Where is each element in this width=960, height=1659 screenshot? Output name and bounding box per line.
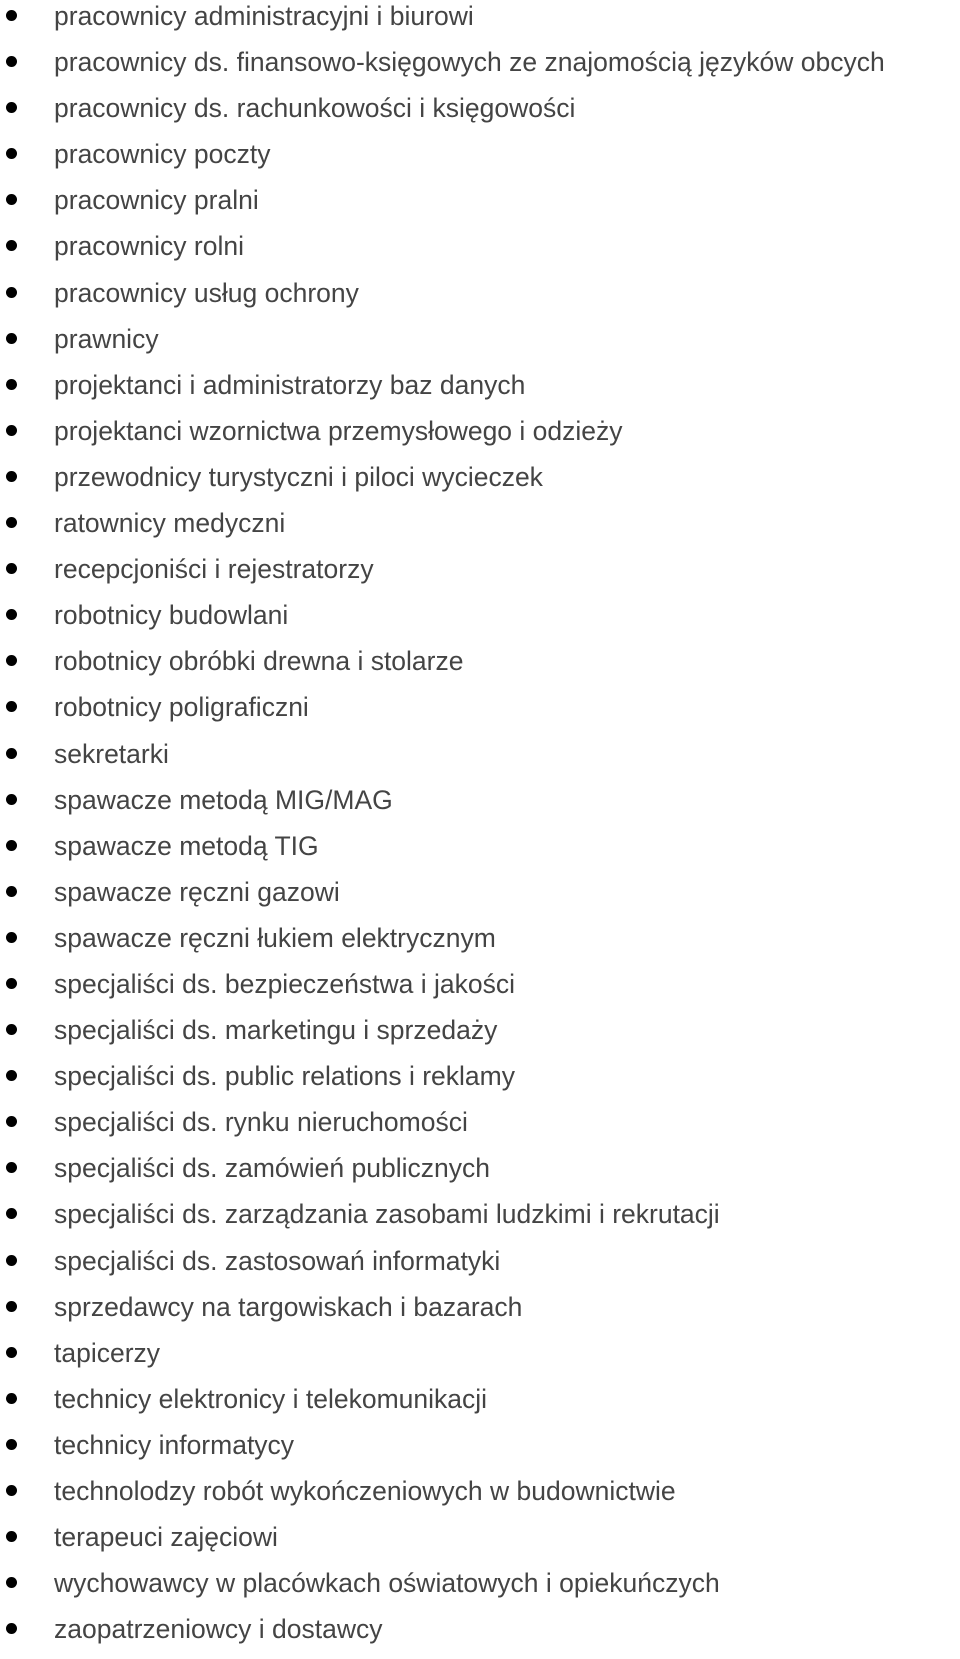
list-item xyxy=(0,1429,960,1475)
bullet-icon xyxy=(6,1347,17,1358)
list-item xyxy=(0,1060,960,1106)
bullet-icon xyxy=(6,102,17,113)
bullet-icon xyxy=(6,655,17,666)
list-item xyxy=(0,876,960,922)
list-item xyxy=(0,1613,960,1659)
bullet-icon xyxy=(6,1301,17,1312)
list-item-label: zaopatrzeniowcy i dostawcy xyxy=(54,1614,383,1645)
list-item-label: spawacze ręczni łukiem elektrycznym xyxy=(54,922,496,953)
list-item-label: przewodnicy turystyczni i piloci wycieczek xyxy=(54,461,543,492)
bullet-icon xyxy=(6,1485,17,1496)
list-item xyxy=(0,138,960,184)
list-item xyxy=(0,0,960,46)
bullet-icon xyxy=(6,886,17,897)
list-item-label: terapeuci zajęciowi xyxy=(54,1522,278,1553)
list-item xyxy=(0,1014,960,1060)
list-item xyxy=(0,691,960,737)
bullet-icon xyxy=(6,194,17,205)
bullet-icon xyxy=(6,471,17,482)
bullet-icon xyxy=(6,56,17,67)
list-item-label: pracownicy administracyjni i biurowi xyxy=(54,1,474,31)
list-item-label: prawnicy xyxy=(54,323,159,354)
bullet-icon xyxy=(6,240,17,251)
bullet-icon xyxy=(6,840,17,851)
list-item-label: tapicerzy xyxy=(54,1337,161,1368)
bullet-icon xyxy=(6,609,17,620)
bullet-icon xyxy=(6,701,17,712)
list-item xyxy=(0,599,960,645)
list-item-label: recepcjoniści i rejestratorzy xyxy=(54,554,374,585)
list-item xyxy=(0,1245,960,1291)
list-item-label: projektanci i administratorzy baz danych xyxy=(54,369,526,400)
bullet-icon xyxy=(6,1024,17,1035)
list-item xyxy=(0,323,960,369)
bullet-icon xyxy=(6,932,17,943)
bullet-icon xyxy=(6,10,17,21)
list-item xyxy=(0,415,960,461)
list-item xyxy=(0,1567,960,1613)
bullet-icon xyxy=(6,379,17,390)
list-item xyxy=(0,461,960,507)
bullet-icon xyxy=(6,1623,17,1634)
list-item-label: pracownicy rolni xyxy=(54,231,244,262)
list-item xyxy=(0,968,960,1014)
list-item-label: robotnicy obróbki drewna i stolarze xyxy=(54,646,464,677)
list-item xyxy=(0,830,960,876)
list-item xyxy=(0,230,960,276)
list-item-label: pracownicy ds. rachunkowości i księgowości xyxy=(54,93,576,124)
list-item xyxy=(0,277,960,323)
list-item-label: wychowawcy w placówkach oświatowych i opiekuńczych xyxy=(54,1568,720,1599)
list-item xyxy=(0,1152,960,1198)
list-item xyxy=(0,1521,960,1567)
bullet-icon xyxy=(6,1116,17,1127)
list-item xyxy=(0,1337,960,1383)
bullet-icon xyxy=(6,1531,17,1542)
bullet-icon xyxy=(6,748,17,759)
list-item xyxy=(0,1475,960,1521)
list-item xyxy=(0,1291,960,1337)
list-item xyxy=(0,922,960,968)
list-item-label: spawacze ręczni gazowi xyxy=(54,876,340,907)
list-item-label: specjaliści ds. zamówień publicznych xyxy=(54,1153,490,1184)
list-item xyxy=(0,553,960,599)
list-item xyxy=(0,184,960,230)
bullet-icon xyxy=(6,1577,17,1588)
list-item-label: sprzedawcy na targowiskach i bazarach xyxy=(54,1291,523,1322)
list-item-label: pracownicy usług ochrony xyxy=(54,277,359,308)
bullet-icon xyxy=(6,1070,17,1081)
list-item xyxy=(0,738,960,784)
list-item xyxy=(0,645,960,691)
list-item-label: robotnicy poligraficzni xyxy=(54,692,309,723)
list-item-label: specjaliści ds. rynku nieruchomości xyxy=(54,1107,468,1138)
list-item xyxy=(0,784,960,830)
list-item-label: pracownicy poczty xyxy=(54,139,271,170)
list-item xyxy=(0,1198,960,1244)
bullet-icon xyxy=(6,978,17,989)
list-item xyxy=(0,46,960,92)
list-item-label: pracownicy ds. finansowo-księgowych ze znajomością języków obcych xyxy=(54,47,885,78)
list-item xyxy=(0,507,960,553)
list-item-label: specjaliści ds. public relations i reklamy xyxy=(54,1061,515,1092)
list-item-label: technicy informatycy xyxy=(54,1429,295,1460)
list-item-label: pracownicy pralni xyxy=(54,185,259,216)
bullet-icon xyxy=(6,1208,17,1219)
bullet-icon xyxy=(6,1393,17,1404)
bullet-icon xyxy=(6,333,17,344)
list-item-label: projektanci wzornictwa przemysłowego i odzieży xyxy=(54,415,623,446)
list-item-label: spawacze metodą MIG/MAG xyxy=(54,784,393,815)
list-item-label: specjaliści ds. zarządzania zasobami ludzkimi i rekrutacji xyxy=(54,1199,720,1230)
list-item-label: technicy elektronicy i telekomunikacji xyxy=(54,1383,488,1414)
list-item-label: technolodzy robót wykończeniowych w budownictwie xyxy=(54,1476,676,1506)
bullet-icon xyxy=(6,563,17,574)
bullet-icon xyxy=(6,1255,17,1266)
list-item-label: specjaliści ds. marketingu i sprzedaży xyxy=(54,1015,498,1046)
bullet-icon xyxy=(6,1439,17,1450)
bullet-icon xyxy=(6,425,17,436)
list-item-label: robotnicy budowlani xyxy=(54,600,289,631)
list-item-label: specjaliści ds. bezpieczeństwa i jakości xyxy=(54,968,516,999)
bullet-icon xyxy=(6,794,17,805)
list-item-label: ratownicy medyczni xyxy=(54,508,286,539)
list-item-label: sekretarki xyxy=(54,738,169,769)
bullet-icon xyxy=(6,148,17,159)
bullet-icon xyxy=(6,517,17,528)
list-item xyxy=(0,1383,960,1429)
list-item xyxy=(0,92,960,138)
list-item-label: specjaliści ds. zastosowań informatyki xyxy=(54,1245,501,1276)
bullet-icon xyxy=(6,1162,17,1173)
list-item xyxy=(0,369,960,415)
bullet-icon xyxy=(6,287,17,298)
list-item-label: spawacze metodą TIG xyxy=(54,830,319,861)
list-item xyxy=(0,1106,960,1152)
